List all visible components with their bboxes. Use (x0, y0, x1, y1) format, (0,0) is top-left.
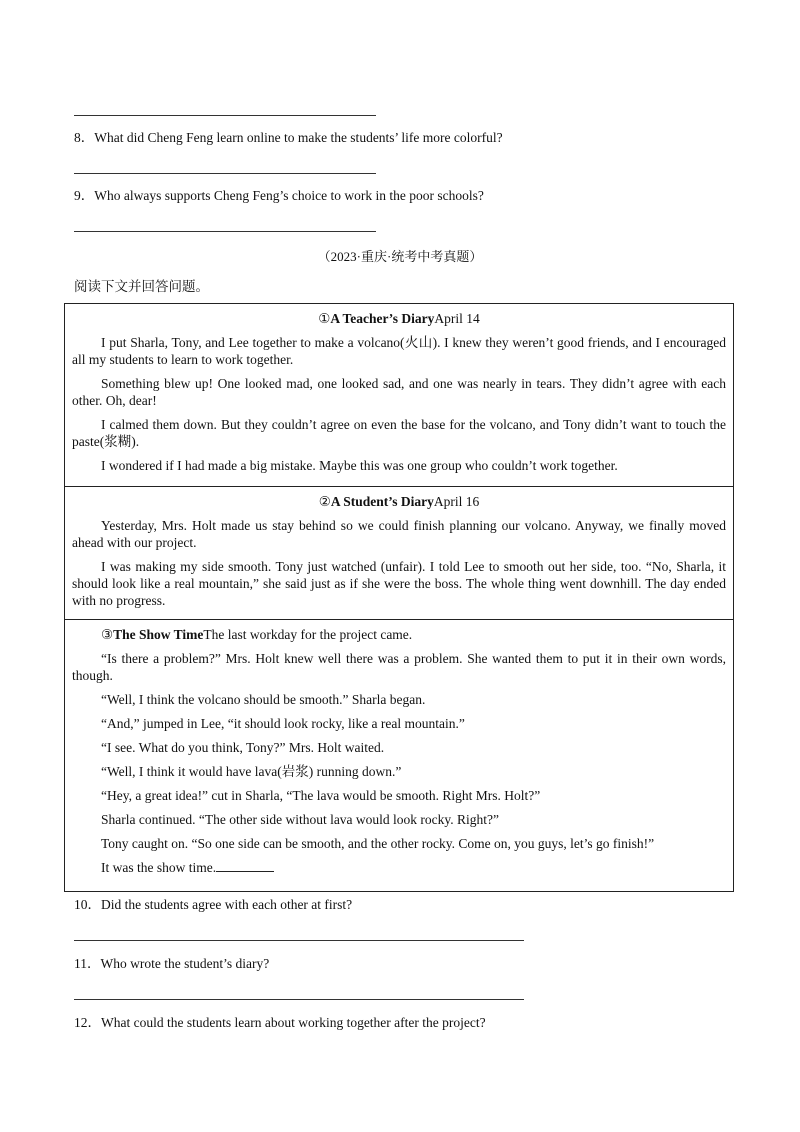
answer-line-9[interactable] (74, 231, 376, 232)
show-time-panel (64, 620, 734, 892)
show-time-paragraph: “And,” jumped in Lee, “it should look rocky, like a real mountain.” (101, 716, 465, 731)
show-time-paragraph: Sharla continued. “The other side without lava would look rocky. Right?” (101, 812, 500, 827)
marker-1: ① (318, 311, 331, 326)
show-time-last-text: It was the show time. (101, 860, 217, 875)
student-diary-title: A Student’s Diary (330, 494, 434, 509)
answer-line-8[interactable] (74, 173, 376, 174)
marker-2: ② (318, 494, 331, 509)
show-time-last-line (72, 859, 726, 876)
teacher-diary-paragraph: I calmed them down. But they couldn’t agree on even the base for the volcano, and Tony didn’t want to touch the paste(浆糊). (72, 417, 726, 449)
teacher-diary-paragraph: Something blew up! One looked mad, one looked sad, and one was nearly in tears. They didn’t agree with each other. Oh, dear! (72, 376, 726, 408)
student-diary-panel (64, 487, 734, 620)
teacher-diary-heading (72, 310, 726, 327)
question-11: 11．Who wrote the student’s diary? (74, 956, 270, 971)
show-time-paragraph: “I see. What do you think, Tony?” Mrs. Holt waited. (101, 740, 385, 755)
source-note: （2023·重庆·统考中考真题） (317, 249, 483, 264)
teacher-diary-panel (64, 303, 734, 487)
question-10: 10．Did the students agree with each other at first? (74, 897, 353, 912)
question-8: 8．What did Cheng Feng learn online to make the students’ life more colorful? (74, 130, 503, 145)
show-time-paragraph: Tony caught on. “So one side can be smooth, and the other rocky. Come on, you guys, let’s go finish!” (101, 836, 655, 851)
student-diary-date: April 16 (433, 494, 480, 509)
show-time-paragraph: “Hey, a great idea!” cut in Sharla, “The lava would be smooth. Right Mrs. Holt?” (101, 788, 541, 803)
student-diary-heading (72, 493, 726, 510)
teacher-diary-title: A Teacher’s Diary (330, 311, 435, 326)
show-time-paragraph: “Well, I think it would have lava(岩浆) running down.” (101, 764, 402, 779)
show-time-paragraph: “Is there a problem?” Mrs. Holt knew well there was a problem. She wanted them to put it in their own words, though. (72, 651, 726, 683)
show-time-intro: The last workday for the project came. (203, 627, 413, 642)
teacher-diary-paragraph: I put Sharla, Tony, and Lee together to make a volcano(火山). I knew they weren’t good friends, and I encouraged all my students to learn to work together. (72, 335, 726, 367)
show-time-heading (72, 626, 726, 643)
marker-3: ③ (101, 627, 114, 642)
student-diary-paragraph: Yesterday, Mrs. Holt made us stay behind so we could finish planning our volcano. Anyway, we finally moved ahead with our project. (72, 518, 726, 550)
show-time-paragraph: “Well, I think the volcano should be smooth.” Sharla began. (101, 692, 426, 707)
student-diary-paragraph: I was making my side smooth. Tony just watched (unfair). I told Lee to smooth out her side, too. “No, Sharla, it should look like a real mountain,” she said just as if she were the boss. The whole thing went downhill. The day ended with no progress. (72, 559, 726, 608)
answer-line-10[interactable] (74, 940, 524, 941)
answer-line-11[interactable] (74, 999, 524, 1000)
fill-in-blank[interactable] (216, 859, 274, 872)
reading-instruction: 阅读下文并回答问题。 (74, 279, 209, 294)
show-time-title: The Show Time (113, 627, 204, 642)
teacher-diary-paragraph: I wondered if I had made a big mistake. Maybe this was one group who couldn’t work together. (101, 458, 618, 473)
question-12: 12．What could the students learn about working together after the project? (74, 1015, 486, 1030)
answer-line-7[interactable] (74, 115, 376, 116)
question-9: 9．Who always supports Cheng Feng’s choice to work in the poor schools? (74, 188, 484, 203)
teacher-diary-date: April 14 (434, 311, 480, 326)
